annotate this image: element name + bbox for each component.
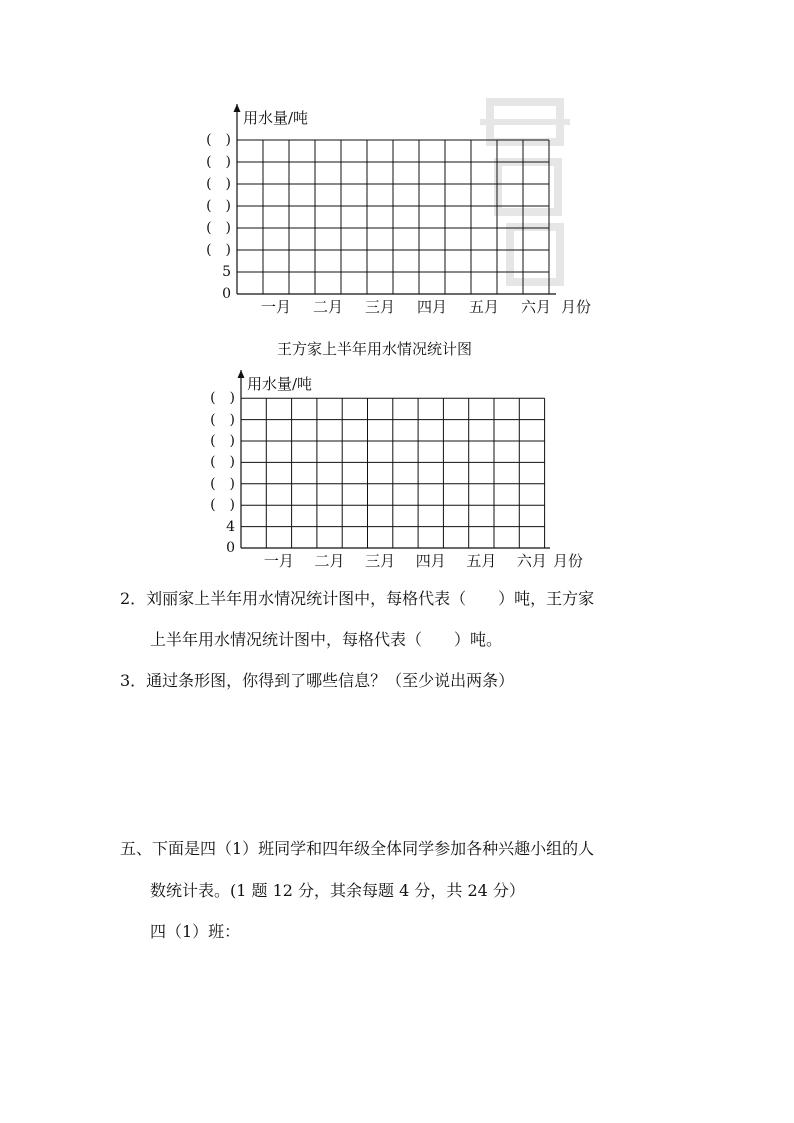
x-category-label: 一月	[260, 298, 291, 316]
x-category-label: 二月	[312, 298, 343, 316]
x-category-label: 三月	[364, 298, 395, 316]
x-category-label: 六月	[516, 552, 547, 570]
y-tick-label: ( )	[210, 475, 235, 492]
x-category-label: 三月	[365, 552, 396, 570]
y-axis-arrow-icon	[238, 370, 245, 378]
section-5-line-1: 五、下面是四（1）班同学和四年级全体同学参加各种兴趣小组的人	[120, 839, 595, 858]
y-tick-label: ( )	[206, 154, 231, 170]
x-category-label: 四月	[416, 298, 447, 316]
y-tick-label: 5	[222, 264, 231, 280]
x-category-label: 二月	[314, 552, 345, 570]
section-5-line-2: 数统计表。(1 题 12 分，其余每题 4 分，共 24 分）	[150, 881, 525, 900]
y-tick-label: 0	[226, 540, 235, 556]
section-5-class-label: 四（1）班：	[150, 922, 241, 941]
y-tick-label: ( )	[206, 242, 231, 258]
y-tick-label: 4	[226, 518, 235, 535]
x-category-label: 五月	[466, 552, 497, 570]
x-category-label: 一月	[263, 552, 294, 570]
y-tick-label: ( )	[206, 176, 231, 192]
chart2-y-axis-label: 用水量/吨	[247, 375, 313, 393]
chart2-x-axis-unit: 月份	[553, 552, 584, 570]
chart1-y-axis-label: 用水量/吨	[243, 109, 309, 127]
chart1-x-axis-unit: 月份	[561, 298, 592, 316]
y-tick-label: ( )	[210, 390, 235, 407]
y-tick-label: ( )	[206, 198, 231, 214]
y-tick-label: ( )	[206, 220, 231, 236]
question-2-line-2: 上半年用水情况统计图中，每格代表（ ）吨。	[150, 630, 503, 649]
x-category-label: 五月	[468, 298, 499, 316]
y-tick-label: ( )	[210, 454, 235, 471]
x-category-label: 四月	[415, 552, 446, 570]
x-category-label: 六月	[520, 298, 551, 316]
y-tick-label: ( )	[210, 497, 235, 514]
question-2-line-1: 2．刘丽家上半年用水情况统计图中，每格代表（ ）吨，王方家	[120, 589, 595, 608]
y-tick-label: ( )	[210, 411, 235, 428]
chart2-title: 王方家上半年用水情况统计图	[277, 340, 473, 358]
y-tick-label: ( )	[206, 132, 231, 148]
y-tick-label: ( )	[210, 433, 235, 449]
y-tick-label: 0	[222, 286, 231, 302]
question-3: 3．通过条形图，你得到了哪些信息？（至少说出两条）	[120, 671, 515, 690]
